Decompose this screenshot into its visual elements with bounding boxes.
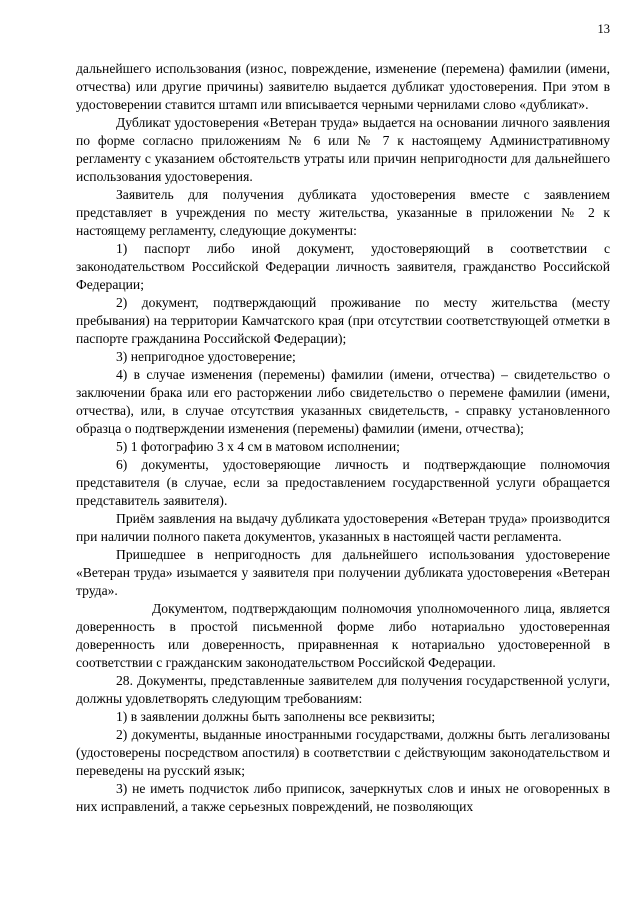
list-item-foreign-documents: 2) документы, выданные иностранными государствами, должны быть легализованы (удостоверены посредством апостиля) в соответствии с действующим законодательством и переведены на русский язык; bbox=[76, 727, 610, 778]
list-item-residence-document: 2) документ, подтверждающий проживание по месту жительства (месту пребывания) на территории Камчатского края (при отсутствии соответствующей отметки в паспорте гражданина Российской Федерации); bbox=[76, 295, 610, 346]
list-item-photo: 5) 1 фотографию 3 х 4 см в матовом исполнении; bbox=[116, 439, 400, 454]
page-number: 13 bbox=[597, 22, 610, 36]
paragraph-section-28: 28. Документы, представленные заявителем для получения государственной услуги, должны удовлетворять следующим требованиям: bbox=[76, 673, 610, 706]
paragraph-application-acceptance: Приём заявления на выдачу дубликата удостоверения «Ветеран труда» производится при наличии полного пакета документов, указанных в настоящей части регламента. bbox=[76, 511, 610, 544]
paragraph-applicant-documents: Заявитель для получения дубликата удостоверения вместе с заявлением представляет в учреждения по месту жительства, указанные в приложении № 2 к настоящему регламенту, следующие документы: bbox=[76, 187, 610, 238]
list-item-requisites: 1) в заявлении должны быть заполнены все реквизиты; bbox=[116, 709, 436, 724]
list-item-name-change: 4) в случае изменения (перемены) фамилии (имени, отчества) – свидетельство о заключении брака или его расторжении либо свидетельство о перемене фамилии (имени, отчества), или, в случае отсутствия указанных свидетельств, - справку установленного образца о подтверждении изменения (перемены) фамилии (имени, отчества); bbox=[76, 367, 610, 436]
paragraph-certificate-withdrawal: Пришедшее в непригодность для дальнейшего использования удостоверение «Ветеран труда» изымается у заявителя при получении дубликата удостоверения «Ветеран труда». bbox=[76, 547, 610, 598]
list-item-unusable-certificate: 3) непригодное удостоверение; bbox=[116, 349, 296, 364]
paragraph-power-of-attorney: Документом, подтверждающим полномочия уполномоченного лица, является доверенность в простой письменной форме либо нотариально удостоверенная доверенность или доверенность, приравненная к нотариально удостоверенной в соответствии с гражданским законодательством Российской Федерации. bbox=[76, 601, 610, 670]
list-item-representative-documents: 6) документы, удостоверяющие личность и подтверждающие полномочия представителя (в случае, если за предоставлением государственной услуги обращается представитель заявителя). bbox=[76, 457, 610, 508]
paragraph-continuation: дальнейшего использования (износ, повреждение, изменение (перемена) фамилии (имени, отчества) или другие причины) заявителю выдается дубликат удостоверения. При этом в удостоверении ставится штамп или вписывается черными чернилами слово «дубликат». bbox=[76, 61, 610, 112]
document-body bbox=[76, 60, 610, 816]
list-item-no-corrections: 3) не иметь подчисток либо приписок, зачеркнутых слов и иных не оговоренных в них исправлений, а также серьезных повреждений, не позволяющих bbox=[76, 781, 610, 814]
list-item-passport: 1) паспорт либо иной документ, удостоверяющий в соответствии с законодательством Российской Федерации личность заявителя, гражданство Российской Федерации; bbox=[76, 241, 610, 292]
paragraph-duplicate-basis: Дубликат удостоверения «Ветеран труда» выдается на основании личного заявления по форме согласно приложениям № 6 или № 7 к настоящему Административному регламенту с указанием обстоятельств утраты или причин непригодности для дальнейшего использования удостоверения. bbox=[76, 115, 610, 184]
